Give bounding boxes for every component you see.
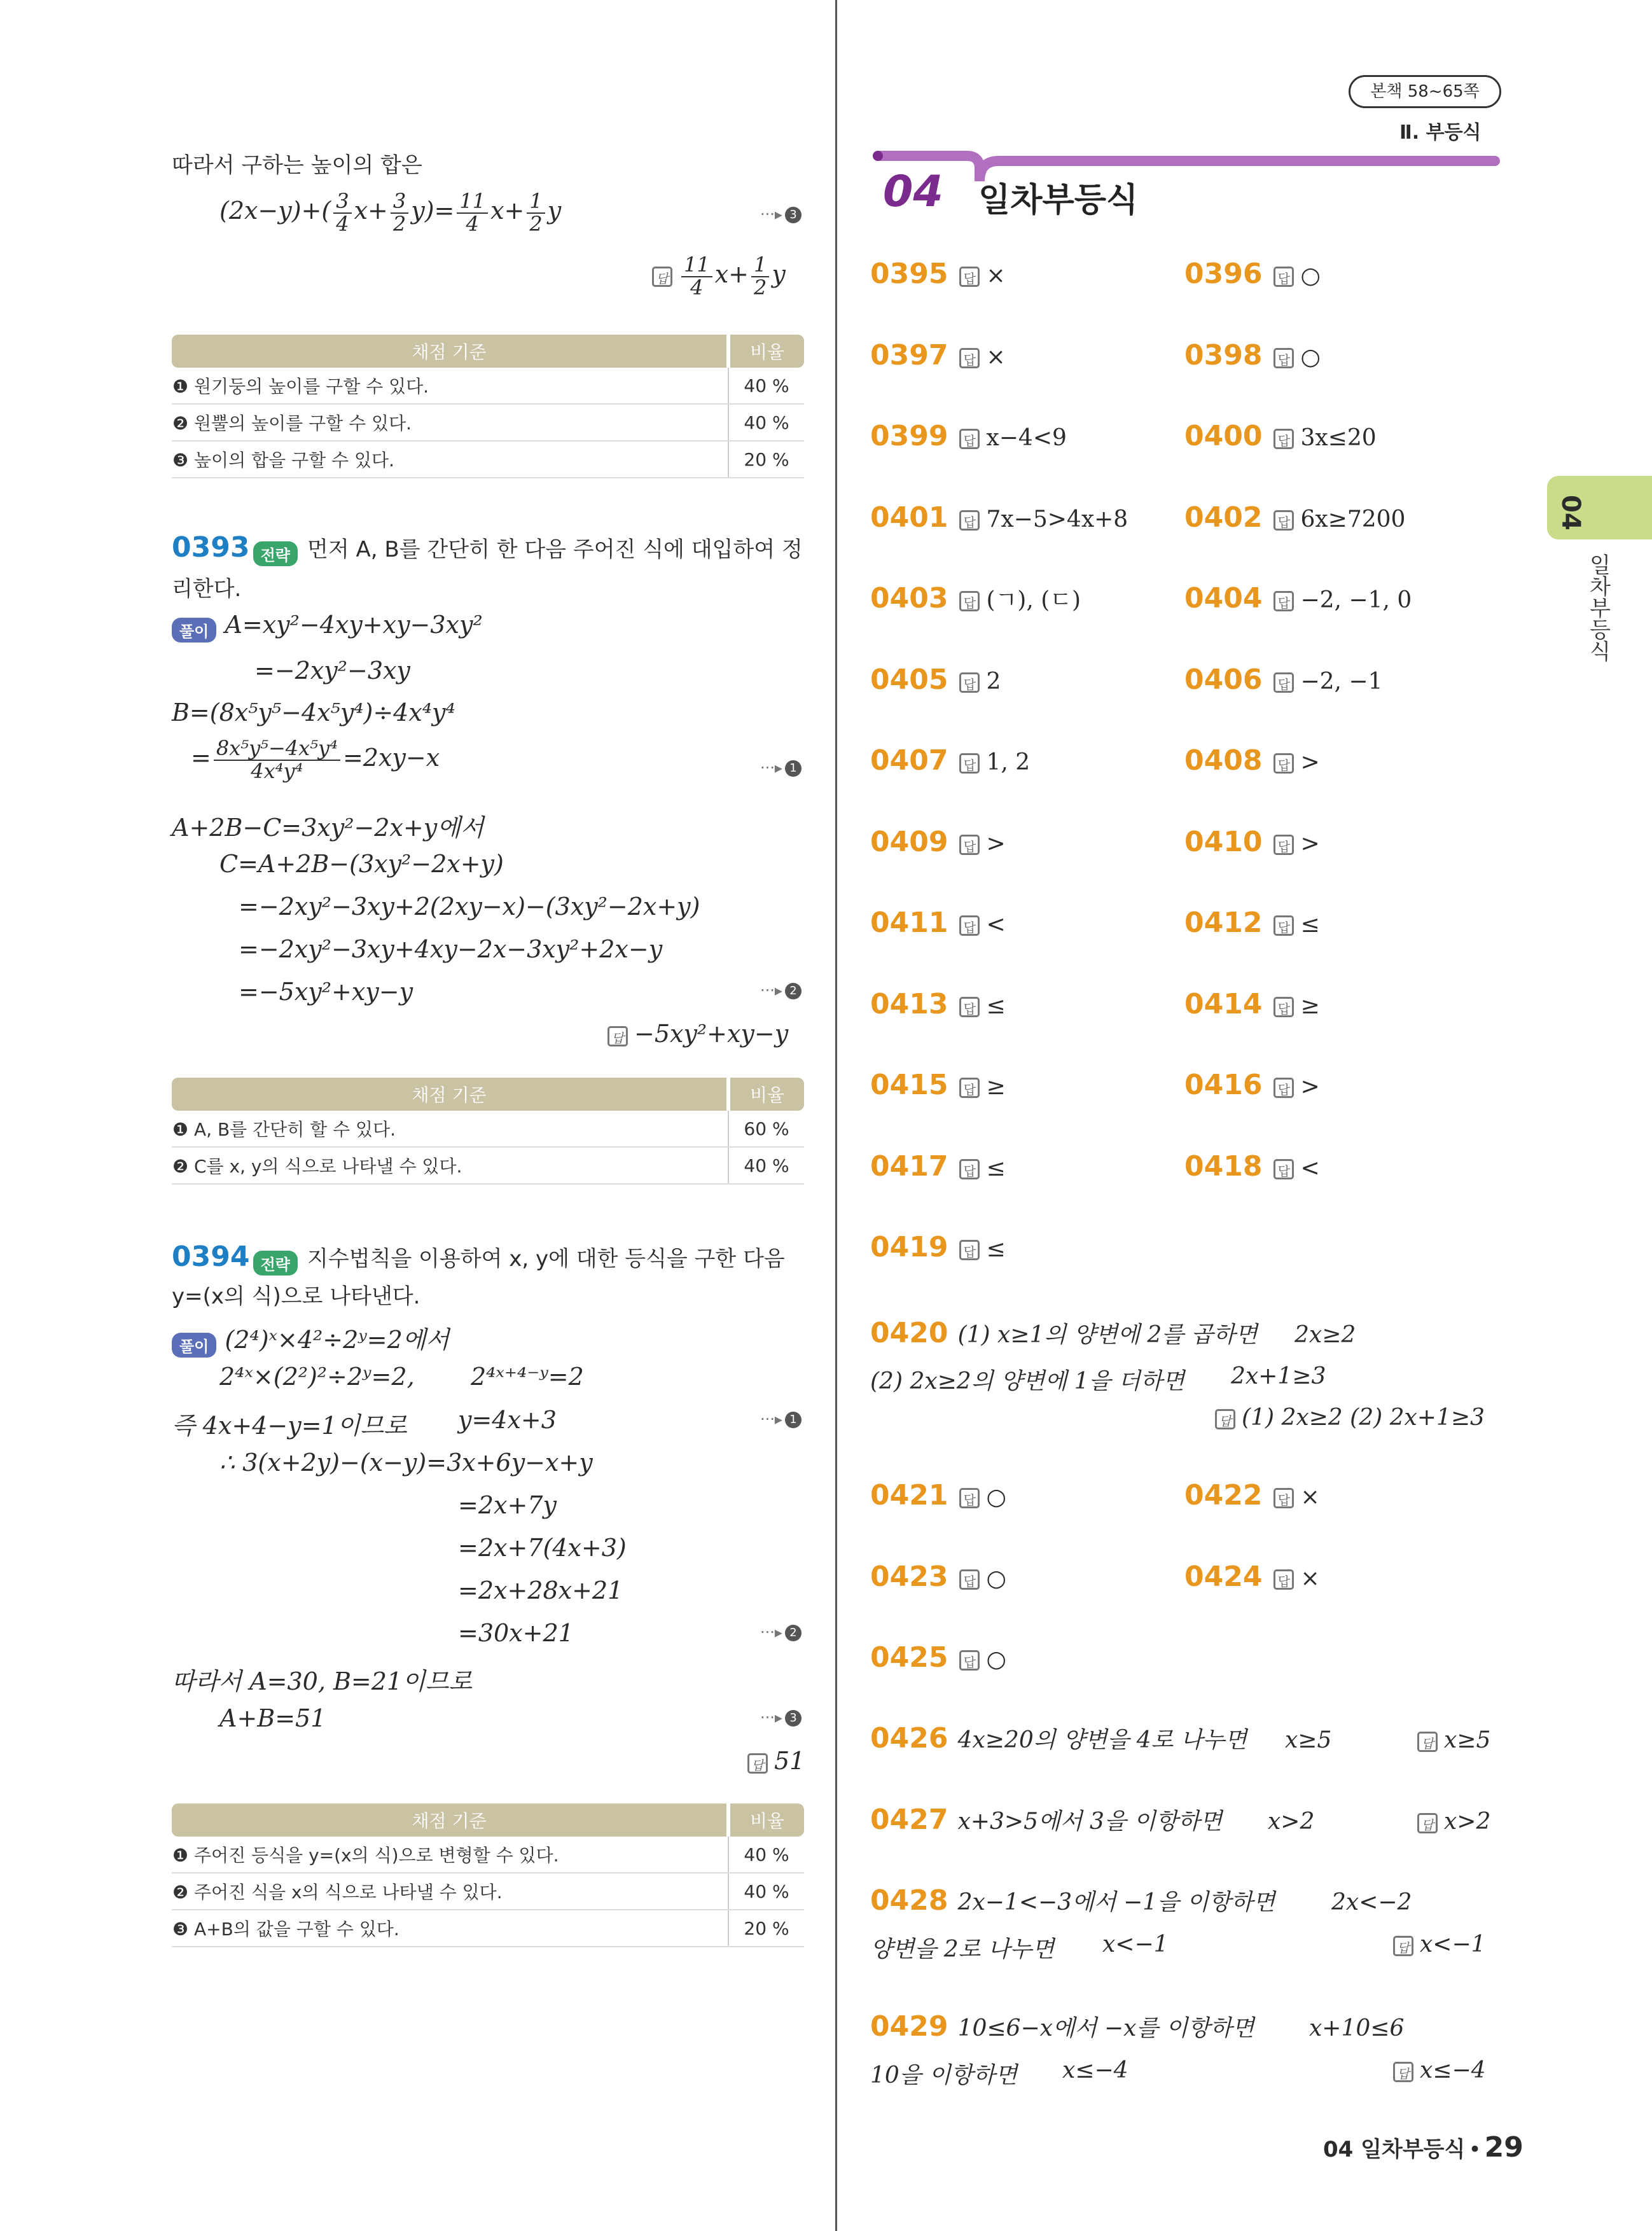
- answer-item: [870, 1479, 1006, 1512]
- answer-item: [870, 339, 1006, 372]
- answer-value: x≤−4: [1420, 2057, 1486, 2083]
- answer-value: 2: [986, 668, 1001, 695]
- book-ref-text: 본책 58~65쪽: [1370, 82, 1480, 101]
- answer-icon: 답: [959, 348, 980, 368]
- answer-icon: 답: [959, 510, 980, 531]
- answer-value: x−4<9: [986, 425, 1067, 451]
- answer-value: 6x≥7200: [1300, 506, 1406, 532]
- problem-number: 0412: [1184, 907, 1263, 939]
- answer-0428: [1393, 1931, 1486, 1957]
- problem-number: 0394: [172, 1241, 250, 1273]
- eq1-right: x+: [490, 197, 525, 225]
- frac-3-2: $\frac{3}{2}$: [391, 191, 408, 235]
- problem-number: 0396: [1184, 258, 1263, 290]
- problem-number: 0414: [1184, 987, 1263, 1020]
- problem-0393-header: [172, 531, 803, 566]
- answer-icon: 답: [959, 1569, 980, 1590]
- answer-icon: 답: [959, 1240, 980, 1260]
- answer-0426: [1417, 1727, 1490, 1753]
- scoring-table-1: [172, 335, 804, 478]
- table3-head-criteria: 채점 기준: [172, 1804, 728, 1837]
- problem-number: 0398: [1184, 338, 1263, 372]
- step-mark-3: ···▸ 3: [760, 205, 802, 223]
- strategy-text-2: 리한다.: [172, 576, 242, 602]
- table2-head-ratio: 비율: [728, 1078, 804, 1111]
- answer-item: [1184, 744, 1320, 777]
- problem-number: 0407: [870, 744, 948, 777]
- answer-value: ≥: [1300, 992, 1320, 1019]
- answer-icon: 답: [652, 267, 672, 287]
- table2-pct: 60 %: [728, 1111, 804, 1147]
- problem-number: 0410: [1184, 825, 1263, 858]
- step-mark-2: ···▸ 2: [760, 1623, 802, 1641]
- table3-head-ratio: 비율: [728, 1804, 804, 1837]
- chapter-ribbon: [871, 143, 1501, 207]
- line: (1) x≥1의 양변에 2를 곱하면: [957, 1322, 1258, 1348]
- sol-line: (2⁴)ˣ×4²÷2ʸ=2에서: [225, 1326, 450, 1354]
- unit-label: Ⅱ. 부등식: [1399, 122, 1482, 144]
- sol-line: A=xy²−4xy+xy−3xy²: [225, 611, 483, 639]
- answer-1: 답 $\frac{11}{4}$ x+ $\frac{1}{2}$ y: [652, 254, 786, 298]
- table2-row: ❶ A, B를 간단히 할 수 있다.: [172, 1111, 728, 1147]
- strategy-text-2: y=(x의 식)으로 나타낸다.: [172, 1284, 420, 1309]
- sol-line: =−5xy²+xy−y: [239, 978, 413, 1006]
- answer-icon: 답: [1274, 835, 1294, 855]
- chapter-number: 04: [883, 167, 943, 217]
- sol-line: A+B=51: [219, 1704, 326, 1732]
- answer-icon: 답: [1274, 429, 1294, 449]
- answer-icon: 답: [1274, 510, 1294, 531]
- answer-icon: 답: [959, 997, 980, 1017]
- answer-value: ≤: [986, 1155, 1006, 1181]
- answer-icon: 답: [959, 672, 980, 693]
- answer-icon: 답: [1417, 1732, 1438, 1752]
- answer-value: ○: [986, 1646, 1006, 1672]
- answer-item: [1184, 501, 1405, 534]
- solution-0393: [172, 611, 483, 643]
- book-ref-pill: [1349, 75, 1501, 108]
- answer-value: ×: [1300, 1484, 1320, 1510]
- line: 2x<−2: [1331, 1889, 1412, 1915]
- ans1-a: x+: [714, 260, 749, 289]
- answer-item: [870, 420, 1067, 452]
- frac-1-2: $\frac{1}{2}$: [527, 191, 545, 235]
- line: x+3>5에서 3을 이항하면: [957, 1809, 1223, 1835]
- answer-value: ×: [986, 263, 1006, 289]
- table1-head-ratio: 비율: [728, 335, 804, 368]
- problem-number: 0413: [870, 987, 948, 1020]
- answer-icon: 답: [1393, 1936, 1413, 1956]
- line: x≥5: [1285, 1727, 1332, 1753]
- side-tab-number: 04: [1556, 495, 1585, 531]
- answer-value: −2, −1: [1300, 668, 1383, 695]
- answer-value: <: [986, 912, 1006, 938]
- problem-number: 0409: [870, 825, 948, 858]
- table1-row: ❸ 높이의 합을 구할 수 있다.: [172, 441, 728, 478]
- sol-line: =−2xy²−3xy+2(2xy−x)−(3xy²−2x+y): [239, 893, 700, 921]
- eq1-left: (2x−y)+(: [219, 197, 331, 225]
- chapter-title: 일차부등식: [978, 181, 1139, 219]
- answer-icon: 답: [1215, 1409, 1235, 1429]
- problem-number: 0404: [1184, 582, 1263, 615]
- answer-value: −2, −1, 0: [1300, 587, 1412, 613]
- answer-icon: 답: [747, 1753, 768, 1774]
- solution-0394: [172, 1320, 449, 1358]
- problem-number: 0411: [870, 907, 948, 939]
- table1-pct: 40 %: [728, 368, 804, 404]
- answer-icon: 답: [959, 1650, 980, 1671]
- problem-number: 0397: [870, 338, 948, 372]
- answer-item: [870, 501, 1128, 534]
- strategy-text: 먼저 A, B를 간단히 한 다음 주어진 식에 대입하여 정: [307, 537, 803, 562]
- solution-badge: 풀이: [172, 1333, 216, 1358]
- answer-value: x≥5: [1444, 1727, 1491, 1753]
- problem-number: 0429: [870, 2010, 948, 2043]
- answer-value: ×: [986, 344, 1006, 370]
- sol-line: A+2B−C=3xy²−2x+y에서: [172, 814, 484, 842]
- answer-value: ○: [986, 1484, 1006, 1510]
- answer-value: −5xy²+xy−y: [634, 1020, 789, 1048]
- answer-item: [1184, 582, 1412, 615]
- answer-icon: 답: [607, 1026, 628, 1046]
- answer-icon: 답: [1274, 915, 1294, 936]
- sol-line: 2⁴ˣ⁺⁴⁻ʸ=2: [471, 1363, 584, 1391]
- answer-icon: 답: [1417, 1813, 1438, 1833]
- line: x≤−4: [1062, 2057, 1128, 2083]
- answer-value: <: [1300, 1155, 1320, 1181]
- sol-line: =−2xy²−3xy: [254, 657, 410, 685]
- problem-number: 0415: [870, 1069, 948, 1101]
- table3-pct: 40 %: [728, 1873, 804, 1910]
- problem-number: 0395: [870, 258, 948, 290]
- answer-item: [870, 744, 1030, 777]
- table3-pct: 20 %: [728, 1910, 804, 1947]
- answer-value: >: [986, 830, 1006, 857]
- answer-icon: 답: [1274, 997, 1294, 1017]
- problem-number: 0427: [870, 1804, 948, 1836]
- sol-fraction-line: = $\frac{\text{8x⁵y⁵−4x⁵y⁴}}{\text{4x⁴y⁴}}$ =2xy−x: [191, 736, 440, 783]
- column-divider: [835, 0, 837, 2231]
- sol-line: 따라서 A=30, B=21이므로: [172, 1667, 473, 1695]
- line: 2x≥2: [1295, 1322, 1356, 1348]
- answer-value: ≤: [1300, 912, 1320, 938]
- step-mark-1: ···▸ 1: [760, 759, 802, 777]
- frac-3-4: $\frac{3}{4}$: [333, 191, 351, 235]
- table3-pct: 40 %: [728, 1837, 804, 1873]
- problem-number: 0423: [870, 1560, 948, 1593]
- answer-0427: [1417, 1809, 1490, 1835]
- problem-number: 0421: [870, 1479, 948, 1512]
- equation-height-sum: [219, 191, 561, 235]
- problem-0428: [870, 1884, 1275, 1917]
- sol-line: =2x+28x+21: [458, 1576, 623, 1604]
- problem-number: 0401: [870, 501, 948, 534]
- sol-line: 2⁴ˣ×(2²)²÷2ʸ=2,: [219, 1363, 415, 1391]
- frac-denominator: 4x⁴y⁴: [251, 758, 303, 783]
- problem-0429: [870, 2010, 1254, 2043]
- answer-value: >: [1300, 749, 1320, 775]
- sol-line: 즉 4x+4−y=1이므로: [172, 1412, 407, 1440]
- sol-line: =2xy−x: [342, 744, 440, 772]
- problem-number: 0400: [1184, 420, 1263, 452]
- answer-item: [870, 1231, 1006, 1263]
- problem-number: 0422: [1184, 1479, 1263, 1512]
- problem-number: 0406: [1184, 663, 1263, 696]
- table2-pct: 40 %: [728, 1147, 804, 1184]
- answer-icon: 답: [959, 1078, 980, 1098]
- table1-pct: 40 %: [728, 404, 804, 441]
- problem-number: 0399: [870, 420, 948, 452]
- table1-head-criteria: 채점 기준: [172, 335, 728, 368]
- footer-dot: •: [1468, 2137, 1482, 2162]
- answer-item: [870, 664, 1001, 696]
- line: x>2: [1268, 1809, 1315, 1835]
- answer-icon: 답: [959, 753, 980, 774]
- problem-number: 0428: [870, 1884, 948, 1917]
- answer-item: [870, 258, 1006, 290]
- answer-item: [1184, 1479, 1320, 1512]
- table2-row: ❷ C를 x, y의 식으로 나타낼 수 있다.: [172, 1147, 728, 1184]
- sol-line: =30x+21: [458, 1619, 574, 1647]
- problem-number: 0393: [172, 531, 250, 564]
- problem-0426: [870, 1722, 1247, 1755]
- problem-number: 0420: [870, 1317, 948, 1349]
- step-mark-1: ···▸ 1: [760, 1410, 802, 1428]
- sol-line: C=A+2B−(3xy²−2x+y): [219, 850, 504, 878]
- problem-number: 0417: [870, 1150, 948, 1183]
- sol-line: ∴ 3(x+2y)−(x−y)=3x+6y−x+y: [219, 1449, 593, 1477]
- answer-value: ≤: [986, 992, 1006, 1019]
- answer-icon: 답: [1274, 1488, 1294, 1508]
- answer-value: x<−1: [1420, 1931, 1486, 1957]
- answer-value: (ㄱ), (ㄷ): [986, 587, 1081, 613]
- answer-icon: 답: [959, 915, 980, 936]
- answer-item: [1184, 1560, 1320, 1593]
- table1-row: ❷ 원뿔의 높이를 구할 수 있다.: [172, 404, 728, 441]
- answer-item: [870, 1069, 1006, 1101]
- line: (2) 2x≥2의 양변에 1을 더하면: [870, 1368, 1185, 1394]
- answer-value: x>2: [1444, 1809, 1491, 1835]
- problem-number: 0418: [1184, 1150, 1263, 1183]
- scoring-table-3: [172, 1804, 804, 1947]
- answer-item: [1184, 420, 1377, 452]
- eq1-end: y: [547, 197, 562, 225]
- table3-row: ❶ 주어진 등식을 y=(x의 식)으로 변형할 수 있다.: [172, 1837, 728, 1873]
- eq1-y: y)=: [411, 197, 455, 225]
- answer-item: [1184, 1069, 1320, 1101]
- answer-icon: 답: [1274, 753, 1294, 774]
- line: 양변을 2로 나누면: [870, 1936, 1055, 1963]
- table3-row: ❸ A+B의 값을 구할 수 있다.: [172, 1910, 728, 1947]
- answer-icon: 답: [959, 429, 980, 449]
- line: 4x≥20의 양변을 4로 나누면: [957, 1727, 1247, 1753]
- answer-0429: [1393, 2057, 1486, 2083]
- strategy-badge: 전략: [253, 541, 298, 566]
- answer-value: ○: [1300, 263, 1321, 289]
- ans1-b: y: [772, 260, 786, 289]
- sol-line: =2x+7(4x+3): [458, 1534, 627, 1562]
- answer-icon: 답: [959, 591, 980, 611]
- answer-item: [1184, 1150, 1320, 1183]
- answer-item: [870, 988, 1006, 1020]
- problem-number: 0419: [870, 1231, 948, 1263]
- answer-item: [1184, 664, 1383, 696]
- answer-icon: 답: [1274, 591, 1294, 611]
- line: 10을 이항하면: [870, 2062, 1018, 2089]
- answer-item: [1184, 258, 1321, 290]
- answer-icon: 답: [1274, 672, 1294, 693]
- answer-value: ≥: [986, 1074, 1006, 1100]
- answer-value: ○: [986, 1565, 1006, 1592]
- answer-value: 1, 2: [986, 749, 1031, 775]
- answer-icon: 답: [959, 1159, 980, 1179]
- answer-icon: 답: [1274, 1569, 1294, 1590]
- answer-value: ○: [1300, 344, 1321, 370]
- answer-item: [1184, 339, 1321, 372]
- answer-value: 51: [774, 1747, 805, 1775]
- table2-head-criteria: 채점 기준: [172, 1078, 728, 1111]
- line: x<−1: [1102, 1931, 1169, 1957]
- answer-icon: 답: [1274, 267, 1294, 287]
- scoring-table-2: [172, 1078, 804, 1185]
- answer-0420: [1215, 1405, 1485, 1431]
- problem-number: 0425: [870, 1641, 948, 1674]
- answer-value: >: [1300, 1074, 1320, 1100]
- strategy-badge: 전략: [253, 1251, 298, 1275]
- intro-line: 따라서 구하는 높이의 합은: [172, 153, 422, 178]
- answer-item: [870, 907, 1006, 939]
- answer-icon: 답: [1274, 1078, 1294, 1098]
- page-number: 29: [1484, 2131, 1524, 2164]
- answer-value: ×: [1300, 1565, 1320, 1592]
- answer-item: [1184, 907, 1320, 939]
- answer-item: [870, 1560, 1006, 1593]
- answer-value: >: [1300, 830, 1320, 857]
- answer-item: [870, 582, 1081, 615]
- solution-badge: 풀이: [172, 618, 216, 643]
- page-footer: [1323, 2131, 1524, 2164]
- answer-value: (1) 2x≥2 (2) 2x+1≥3: [1242, 1405, 1485, 1431]
- answer-item: [1184, 826, 1320, 858]
- answer-0394: [747, 1747, 805, 1775]
- frac-11-4: $\frac{11}{4}$: [457, 191, 488, 235]
- table1-row: ❶ 원기둥의 높이를 구할 수 있다.: [172, 368, 728, 404]
- line: 2x−1<−3에서 −1을 이항하면: [957, 1889, 1275, 1915]
- answer-item: [870, 1150, 1006, 1183]
- line: 2x+1≥3: [1231, 1363, 1326, 1389]
- answer-item: [870, 1641, 1006, 1674]
- problem-number: 0402: [1184, 501, 1263, 534]
- sol-line: y=4x+3: [458, 1406, 557, 1434]
- answer-icon: 답: [959, 1488, 980, 1508]
- side-tab-title: 일차부등식: [1585, 553, 1611, 662]
- answer-icon: 답: [1274, 348, 1294, 368]
- answer-icon: 답: [959, 835, 980, 855]
- table1-pct: 20 %: [728, 441, 804, 478]
- problem-number: 0403: [870, 582, 948, 615]
- problem-number: 0405: [870, 663, 948, 696]
- answer-value: ≤: [986, 1236, 1006, 1262]
- line: 10≤6−x에서 −x를 이항하면: [957, 2015, 1254, 2041]
- answer-icon: 답: [1274, 1159, 1294, 1179]
- problem-0427: [870, 1804, 1222, 1836]
- step-mark-3: ···▸ 3: [760, 1709, 802, 1727]
- answer-value: 7x−5>4x+8: [986, 506, 1128, 532]
- answer-icon: 답: [959, 267, 980, 287]
- footer-chapter: 04 일차부등식: [1323, 2137, 1466, 2162]
- problem-number: 0416: [1184, 1069, 1263, 1101]
- problem-0394-header: [172, 1241, 785, 1275]
- eq1-mid: x+: [354, 197, 388, 225]
- problem-number: 0408: [1184, 744, 1263, 777]
- answer-icon: 답: [1393, 2062, 1413, 2082]
- frac-numerator: 8x⁵y⁵−4x⁵y⁴: [214, 738, 340, 761]
- sol-line: =2x+7y: [458, 1491, 557, 1519]
- step-mark-2: ···▸ 2: [760, 982, 802, 999]
- problem-number: 0424: [1184, 1560, 1263, 1593]
- sol-line: B=(8x⁵y⁵−4x⁵y⁴)÷4x⁴y⁴: [172, 698, 455, 726]
- answer-item: [1184, 988, 1320, 1020]
- strategy-text: 지수법칙을 이용하여 x, y에 대한 등식을 구한 다음: [307, 1246, 785, 1272]
- answer-value: 3x≤20: [1300, 425, 1377, 451]
- problem-0420: [870, 1317, 1258, 1349]
- answer-item: [870, 826, 1006, 858]
- problem-number: 0426: [870, 1722, 948, 1755]
- answer-0393: [607, 1020, 788, 1048]
- table3-row: ❷ 주어진 식을 x의 식으로 나타낼 수 있다.: [172, 1873, 728, 1910]
- sol-line: =−2xy²−3xy+4xy−2x−3xy²+2x−y: [239, 935, 663, 963]
- line: x+10≤6: [1309, 2015, 1405, 2041]
